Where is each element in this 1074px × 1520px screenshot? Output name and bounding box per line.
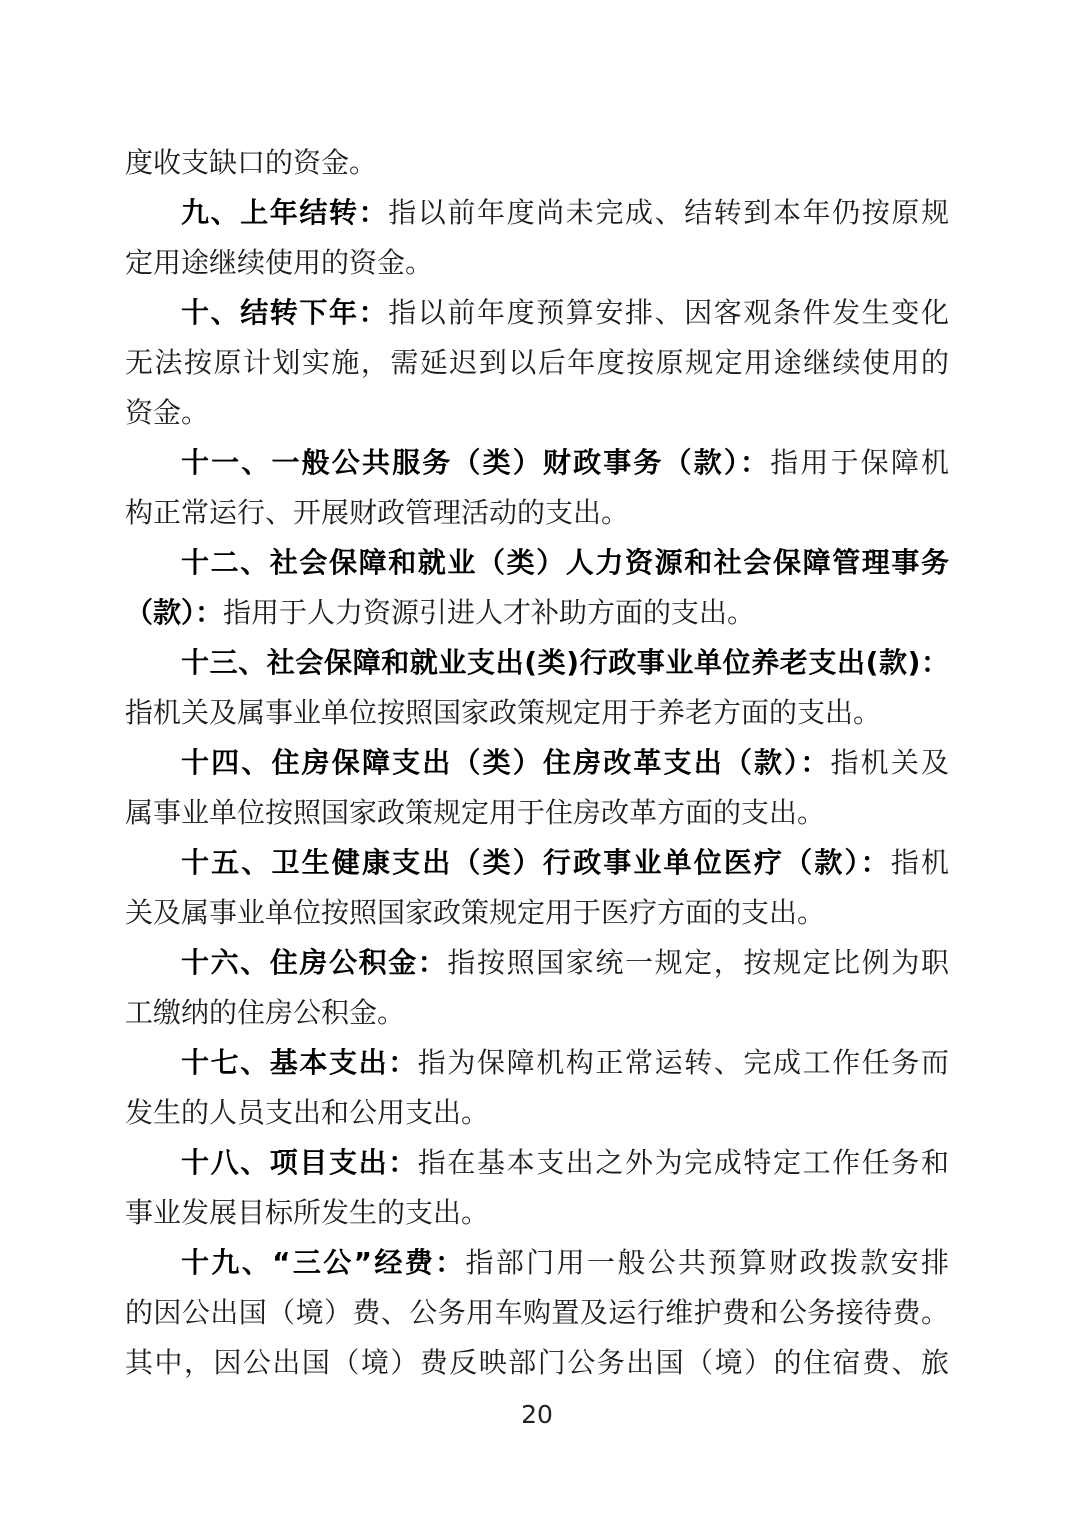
term-text: 十七、基本支出：	[181, 1046, 418, 1079]
term-text: 九、上年结转：	[181, 196, 389, 229]
page-number: 20	[521, 1400, 553, 1429]
definition-text: 关及属事业单位按照国家政策规定用于医疗方面的支出。	[125, 896, 826, 929]
definition-text: 指在基本支出之外为完成特定工作任务和	[417, 1146, 949, 1179]
text-line	[125, 1138, 949, 1188]
document-body	[125, 138, 949, 1388]
definition-text: 指部门用一般公共预算财政拨款安排	[465, 1246, 949, 1279]
definition-text: 指以前年度尚未完成、结转到本年仍按原规	[388, 196, 949, 229]
text-line	[125, 238, 949, 288]
text-line	[125, 1088, 949, 1138]
text-line	[125, 638, 949, 688]
text-line	[125, 1188, 949, 1238]
text-line	[125, 538, 949, 588]
definition-text: 的因公出国（境）费、公务用车购置及运行维护费和公务接待费。	[125, 1296, 949, 1329]
text-line	[125, 788, 949, 838]
definition-text: 属事业单位按照国家政策规定用于住房改革方面的支出。	[125, 796, 826, 829]
text-line	[125, 888, 949, 938]
definition-text: 工缴纳的住房公积金。	[125, 996, 406, 1029]
definition-text: 资金。	[125, 396, 210, 429]
definition-text: 指以前年度预算安排、因客观条件发生变化	[388, 296, 949, 329]
term-text: 十二、社会保障和就业（类）人力资源和社会保障管理事务	[181, 546, 949, 579]
text-line	[125, 1338, 949, 1388]
definition-text: 指机	[890, 846, 949, 879]
definition-text: 事业发展目标所发生的支出。	[125, 1196, 490, 1229]
text-line	[125, 438, 949, 488]
definition-text: 指按照国家统一规定，按规定比例为职	[447, 946, 949, 979]
term-text: 十九、“三公”经费：	[181, 1246, 466, 1279]
term-text: 十五、卫生健康支出（类）行政事业单位医疗（款）：	[181, 846, 891, 879]
text-line	[125, 488, 949, 538]
definition-text: 定用途继续使用的资金。	[125, 246, 434, 279]
definition-text: 指机关及属事业单位按照国家政策规定用于养老方面的支出。	[125, 696, 882, 729]
definition-text: 其中，因公出国（境）费反映部门公务出国（境）的住宿费、旅	[125, 1346, 949, 1379]
text-line	[125, 288, 949, 338]
definition-text: 度收支缺口的资金。	[125, 146, 378, 179]
text-line	[125, 738, 949, 788]
text-line	[125, 188, 949, 238]
term-text: 十六、住房公积金：	[181, 946, 448, 979]
term-text: 十三、社会保障和就业支出(类)行政事业单位养老支出(款)：	[181, 646, 949, 679]
text-line	[125, 938, 949, 988]
term-text: 十八、项目支出：	[181, 1146, 418, 1179]
text-line	[125, 388, 949, 438]
term-text: 十一、一般公共服务（类）财政事务（款）：	[181, 446, 771, 479]
term-text: （款）：	[125, 596, 224, 629]
text-line	[125, 338, 949, 388]
definition-text: 指机关及	[830, 746, 949, 779]
definition-text: 指用于保障机	[770, 446, 949, 479]
term-text: 十、结转下年：	[181, 296, 389, 329]
definition-text: 指用于人力资源引进人才补助方面的支出。	[223, 596, 756, 629]
text-line	[125, 1288, 949, 1338]
text-line	[125, 138, 949, 188]
text-line	[125, 1238, 949, 1288]
text-line	[125, 588, 949, 638]
definition-text: 构正常运行、开展财政管理活动的支出。	[125, 496, 630, 529]
text-line	[125, 838, 949, 888]
definition-text: 无法按原计划实施，需延迟到以后年度按原规定用途继续使用的	[125, 346, 949, 379]
definition-text: 发生的人员支出和公用支出。	[125, 1096, 490, 1129]
text-line	[125, 688, 949, 738]
text-line	[125, 1038, 949, 1088]
definition-text: 指为保障机构正常运转、完成工作任务而	[417, 1046, 949, 1079]
text-line	[125, 988, 949, 1038]
term-text: 十四、住房保障支出（类）住房改革支出（款）：	[181, 746, 831, 779]
